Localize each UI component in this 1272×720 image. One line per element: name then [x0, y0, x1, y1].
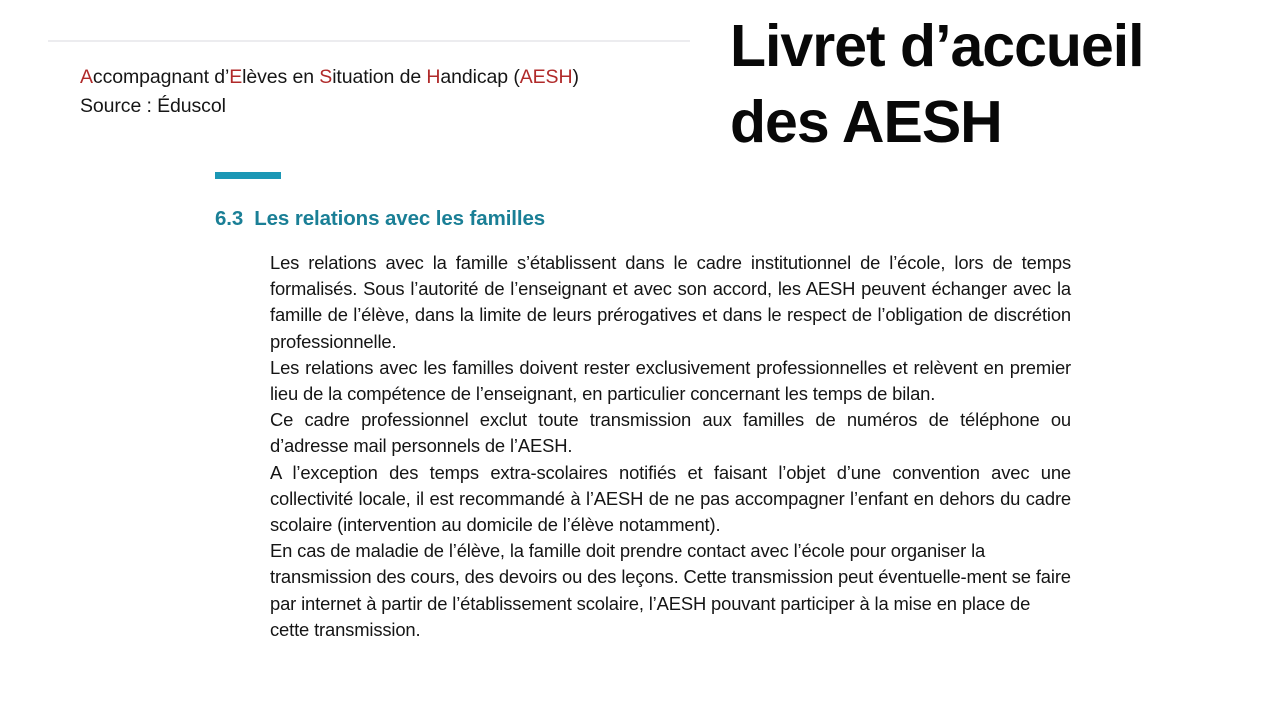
section-heading [215, 207, 545, 231]
body-paragraph: En cas de maladie de l’élève, la famille doit prendre contact avec l’école pour organiser la transmission des cours, des devoirs ou des leçons. Cette transmission peut éventuelle-ment se faire par internet à partir de l’établissement scolaire, l’AESH pouvant participer à la mise en place de cette transmission. [270, 540, 1071, 640]
section-title: Les relations avec les familles [254, 207, 546, 230]
body-paragraph: Ce cadre professionnel exclut toute transmission aux familles de numéros de téléphone ou d’adresse mail personnels de l’AESH. [270, 409, 1071, 457]
acronym-segment-7: andicap ( [440, 66, 520, 88]
acronym-segment-5: ituation de [332, 66, 427, 88]
section-body [270, 250, 1071, 643]
body-paragraph: A l’exception des temps extra-scolaires notifiés et faisant l’objet d’une convention avec une collectivité locale, il est recommandé à l’AESH de ne pas accompagner l’enfant en dehors du cadre scolaire (intervention au domicile de l’élève notamment). [270, 461, 1071, 536]
acronym-segment-8: AESH [519, 66, 573, 88]
acronym-segment-6: H [426, 66, 441, 88]
acronym-segment-2: E [229, 66, 243, 88]
subtitle-block [80, 63, 700, 121]
section-number: 6.3 [215, 207, 244, 230]
acronym-expansion-line [80, 63, 700, 92]
acronym-segment-4: S [319, 66, 333, 88]
document-title-line-1: Livret d’accueil [730, 13, 1144, 79]
header-divider [48, 40, 690, 42]
body-paragraph: Les relations avec la famille s’établissent dans le cadre institutionnel de l’école, lors de temps formalisés. Sous l’autorité de l’enseignant et avec son accord, les AESH peuvent échanger avec la famille de l’élève, dans la limite de leurs prérogatives et dans le respect de l’obligation de discrétion professionnelle. [270, 252, 1071, 352]
acronym-segment-1: ccompagnant d’ [92, 66, 230, 88]
section-accent-rule [215, 172, 281, 179]
source-line: Source : Éduscol [80, 95, 226, 117]
body-paragraph: Les relations avec les familles doivent rester exclusivement professionnelles et relèvent en premier lieu de la compétence de l’enseignant, en particulier concernant les temps de bilan. [270, 356, 1071, 405]
document-title [730, 8, 1250, 160]
acronym-segment-9: ) [572, 66, 579, 88]
document-title-line-2: des AESH [730, 89, 1002, 155]
acronym-segment-3: lèves en [242, 66, 320, 88]
acronym-segment-0: A [80, 66, 93, 88]
